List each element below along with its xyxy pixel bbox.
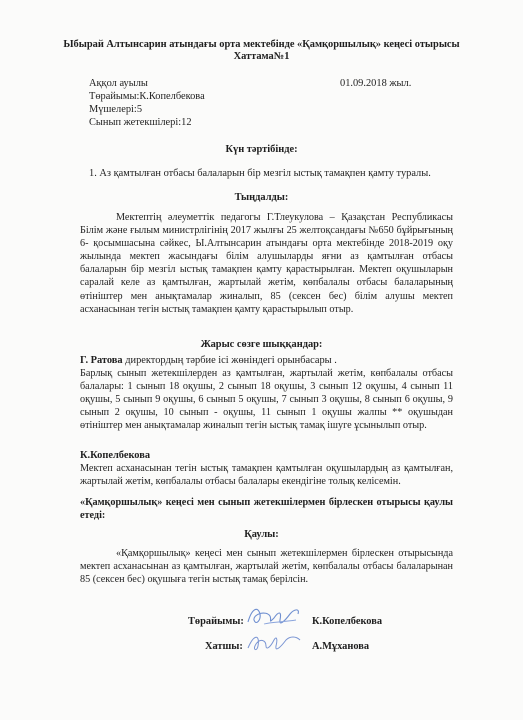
speaker-2-text: Мектеп асханасынан тегін ыстық тамақпен қамтылған оқушылардың аз қамтылған, жартылай жетім, көпбалалы отбасы балалары екендігіне толық келісемін.	[80, 463, 453, 488]
secretary-signature-name: А.Мұханова	[312, 641, 370, 652]
speakers-heading: Жарыс сөзге шыққандар:	[200, 339, 323, 350]
speaker-2-name: К.Копелбекова	[80, 450, 151, 461]
chair-signature-label: Төрайымы:	[188, 616, 244, 627]
meeting-date: 01.09.2018 жыл.	[340, 78, 412, 89]
speaker-1-name: Г. Ратова	[80, 355, 123, 366]
secretary-signature	[244, 628, 304, 658]
document-title: Ыбырай Алтынсарин атындағы орта мектебінде «Қамқоршылық» кеңесі отырысы	[63, 39, 460, 50]
listened-text: Мектептің әлеуметтік педагогы Г.Тлеукулова – Қазақстан Республикасы Білім және ғылым министрлігінің 2017 жылғы 25 желтоқсандағы №650 бұйрығының 6- қосымшасына сәйкес, Ы.Алтынсарин атындағы орта мектебінде 2018-2019 оқу жылында мектеп жасындағы білім алушыларды яғни аз қамтылған отбасы балаларын бір мезгіл ыстық тамақпен қамту қарастырылған. Мектеп оқушыларын саралай келе аз қамтылған, жартылай жетім, көпбалалы отбасы балаларының өтініштер мен анықтамалар жиналып, 85 (сексен бес) білім алушы мектеп асханасынан тегін ыстық тамақпен қамту қарастырылып отыр.	[80, 212, 453, 315]
secretary-signature-label: Хатшы:	[205, 641, 243, 652]
listened-heading: Тыңдалды:	[234, 192, 289, 203]
resolution-text: «Қамқоршылық» кеңесі мен сынып жетекшілермен бірлескен отырысында мектеп асханасынан аз қамтылған, жартылай жетім, көпбалалы отбасы балаларынан 85 (сексен бес) оқушыға тегін ыстық тамақ берілсін.	[80, 548, 453, 586]
chair-signature-name: К.Копелбекова	[312, 616, 383, 627]
agenda-item: 1. Аз қамтылған отбасы балаларын бір мезгіл ыстық тамақпен қамту туралы.	[89, 168, 431, 179]
speaker-1-role: директордың тәрбие ісі жөніндегі орынбасары .	[122, 355, 337, 366]
class-leaders-line: Сынып жетекшілері:12	[89, 117, 192, 128]
speaker-1-text: Барлық сынып жетекшілерден аз қамтылған, жартылай жетім, көпбалалы отбасы балалары: 1 сынып 18 оқушы, 2 сынып 18 оқушы, 3 сынып 12 оқушы, 4 сынып 11 оқушы, 5 сынып 9 оқушы, 6 сынып 5 оқушы, 7 сынып 3 оқушы, 8 сынып 6 оқушы, 9 сынып 2 оқушы, 10 сынып - оқушы, 11 сынып 1 оқушы жалпы ** оқушыдан өтініштер мен анықтамалар жиналып тегін ыстық тамақ ішуге ұсынылып отыр.	[80, 368, 453, 432]
agenda-heading: Күн тәртібінде:	[225, 144, 298, 155]
resolution-heading: Қаулы:	[244, 529, 279, 540]
members-line: Мүшелері:5	[89, 104, 143, 115]
speaker-1-line	[80, 354, 337, 367]
chair-line: Төрайымы:К.Копелбекова	[89, 91, 205, 102]
resolution-intro: «Қамқоршылық» кеңесі мен сынып жетекшілермен бірлескен отырысы қаулы етеді:	[80, 497, 453, 522]
village-name: Аққол ауылы	[89, 78, 148, 89]
protocol-number: Хаттама№1	[233, 51, 290, 62]
